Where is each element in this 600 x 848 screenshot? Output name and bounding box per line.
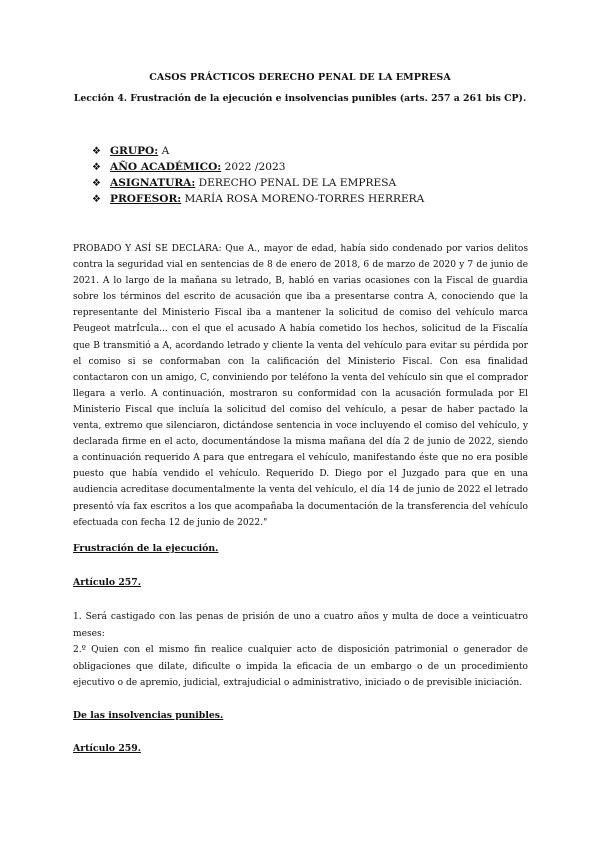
course-info-subject — [92, 175, 424, 191]
subject-value: DERECHO PENAL DE LA EMPRESA — [195, 177, 397, 189]
diamond-bullet-icon: ❖ — [92, 194, 101, 205]
proven-facts-paragraph: PROBADO Y ASÍ SE DECLARA: Que A., mayor de edad, había sido condenado por varios delitos contra la seguridad vial en sentencias de 8 de enero de 2018, 6 de marzo de 2020 y 7 de junio de 2021. A lo largo de la mañana su letrado, B, habló en varias ocasiones con la Fiscal de guardia sobre los términos del escrito de acusación que iba a presentarse contra A, conociendo que la representante del Ministerio Fiscal iba a mantener la solicitud de comiso del vehículo marca Peugeot matrÍcula... con el que el acusado A había cometido los hechos, solicitud de la Fiscalía que B transmitió a A, acordando letrado y cliente la venta del vehículo para evitar su pérdida por el comiso si se conformaban con la calificación del Ministerio Fiscal. Con esa finalidad contactaron con un amigo, C, conviniendo por teléfono la venta del vehículo sin que el comprador llegara a verlo. A continuación, mostraron su conformidad con la acusación formulada por El Ministerio Fiscal que incluía la solicitud del comiso del vehículo, a pesar de haber pactado la venta, extremo que silenciaron, dictándose sentencia in voce incluyendo el comiso del vehículo, y declarada firme en el acto, documentándose la misma mañana del día 2 de junio de 2022, siendo a continuación requerido A para que entregara el vehículo, manifestando éste que no era posible puesto que había vendido el vehículo. Requerido D. Diego por el Juzgado para que en una audiencia acreditase documentalmente la venta del vehículo, el día 14 de junio de 2022 el letrado presentó vía fax escritos a los que acompañaba la documentación de la transferencia del vehículo efectuada con fecha 12 de junio de 2022." — [73, 244, 528, 528]
insolvencias-heading: De las insolvencias punibles. — [73, 710, 224, 721]
subject-label: ASIGNATURA: — [110, 177, 196, 189]
course-info-professor — [92, 191, 424, 207]
article-257-paragraph-2: 2.º Quien con el mismo fin realice cualquier acto de disposición patrimonial o generador de obligaciones que dilate, dificulte o impida la eficacia de un embargo o de un procedimiento ejecutivo o de apremio, judicial, extrajudicial o administrativo, iniciado o de previsible iniciación. — [73, 645, 528, 688]
course-info-year — [92, 159, 424, 175]
diamond-bullet-icon: ❖ — [92, 162, 101, 173]
document-title: CASOS PRÁCTICOS DERECHO PENAL DE LA EMPRESA — [149, 72, 451, 83]
frustracion-heading: Frustración de la ejecución. — [73, 543, 219, 554]
group-label: GRUPO: — [110, 145, 159, 157]
professor-label: PROFESOR: — [110, 193, 182, 205]
document-subtitle: Lección 4. Frustración de la ejecución e insolvencias punibles (arts. 257 a 261 bis CP). — [73, 93, 527, 104]
article-259-heading: Artículo 259. — [73, 743, 141, 754]
professor-value: MARÍA ROSA MORENO-TORRES HERRERA — [181, 193, 425, 205]
article-257-paragraph-1: 1. Será castigado con las penas de prisión de uno a cuatro años y multa de doce a veinticuatro meses: — [73, 612, 528, 639]
article-257-heading: Artículo 257. — [73, 577, 141, 588]
group-value: A — [158, 145, 170, 157]
diamond-bullet-icon: ❖ — [92, 178, 101, 189]
academic-year-value: 2022 /2023 — [221, 161, 286, 173]
course-info-group — [92, 143, 424, 159]
academic-year-label: AÑO ACADÉMICO: — [110, 161, 222, 173]
course-info-list — [92, 143, 424, 207]
diamond-bullet-icon: ❖ — [92, 146, 101, 157]
